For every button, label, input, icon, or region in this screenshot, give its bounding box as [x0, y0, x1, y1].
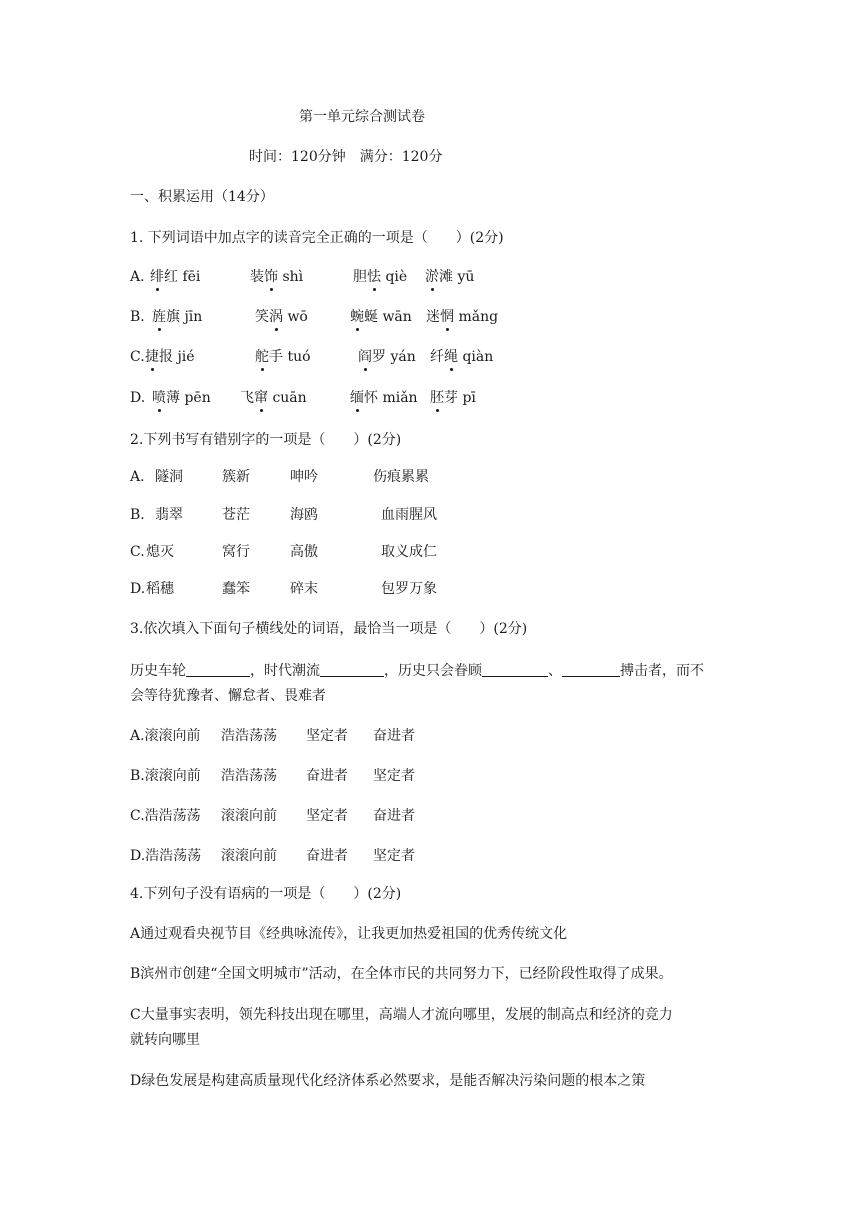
option-word: 坚定者: [306, 728, 348, 744]
option-word: 蠢笨: [222, 581, 250, 597]
word-part: 滩 yū: [439, 269, 475, 285]
option-word: 坚定者: [373, 848, 415, 864]
option-word: D.浩浩荡荡: [130, 848, 202, 864]
question-3-stem: 3.依次填入下面句子横线处的词语，最恰当一项是（ ）(2分): [130, 621, 528, 637]
word-part: 薄 pēn: [166, 390, 211, 406]
option-word: 奋进者: [373, 728, 415, 744]
option-word: [425, 267, 474, 287]
option-word: [240, 388, 307, 408]
option-word: [430, 347, 493, 367]
question-4-option-c: C大量事实表明，领先科技出现在哪里，高端人才流向哪里，发展的制高点和经济的竞力: [130, 1007, 673, 1023]
option-word: C.浩浩荡荡: [130, 808, 201, 824]
emphasized-char: 蜿: [350, 309, 364, 325]
word-part: mǎng: [454, 309, 499, 325]
exam-info: 时间：120分钟 满分：120分: [249, 149, 443, 165]
question-3-sentence-cont: 会等待犹豫者、懈怠者、畏难者: [130, 688, 326, 704]
emphasized-char: 舵: [255, 349, 269, 365]
emphasized-char: 缅: [350, 390, 364, 406]
option-word: 血雨腥风: [381, 507, 437, 523]
option-word: 隧洞: [155, 469, 183, 485]
question-2-stem: 2.下列书写有错别字的一项是（ ）(2分): [130, 432, 402, 448]
option-word: 坚定者: [306, 808, 348, 824]
option-word: 苍茫: [222, 507, 250, 523]
option-label: A.: [130, 269, 145, 285]
emphasized-char: 绳: [444, 349, 458, 365]
option-word: [145, 347, 195, 367]
option-word: 滚滚向前: [221, 808, 277, 824]
option-word: 取义成仁: [381, 544, 437, 560]
option-word: 簇新: [222, 469, 250, 485]
option-word: 熄灭: [146, 544, 174, 560]
option-word: [358, 347, 416, 367]
option-word: 呻吟: [290, 469, 318, 485]
option-word: 稻穗: [146, 581, 174, 597]
emphasized-char: 阎: [358, 349, 372, 365]
word-part: 手 tuó: [269, 349, 311, 365]
sentence-part: 、: [548, 663, 562, 679]
word-part: cuān: [268, 390, 307, 406]
option-word: A.滚滚向前: [130, 728, 201, 744]
option-word: 奋进者: [306, 768, 348, 784]
emphasized-char: 惘: [440, 309, 454, 325]
word-part: 红 fēi: [164, 269, 201, 285]
option-word: [150, 267, 200, 287]
fill-blank[interactable]: [482, 662, 548, 677]
fill-blank[interactable]: [562, 662, 620, 677]
question-3-sentence: [130, 661, 704, 681]
option-word: [255, 347, 311, 367]
option-label: D.: [130, 390, 146, 406]
word-part: shì: [278, 269, 304, 285]
emphasized-char: 窜: [254, 390, 268, 406]
option-word: B.滚滚向前: [130, 768, 201, 784]
emphasized-char: 捷: [145, 349, 159, 365]
emphasized-char: 旌: [152, 309, 166, 325]
option-word: [255, 307, 308, 327]
option-word: [426, 307, 498, 327]
option-word: 包罗万象: [381, 581, 437, 597]
option-label: D.: [130, 581, 146, 597]
question-1-stem: 1. 下列词语中加点字的读音完全正确的一项是（ ）(2分): [130, 230, 504, 246]
option-word: [353, 267, 407, 287]
page-title: 第一单元综合测试卷: [299, 109, 425, 125]
option-label: C.: [130, 349, 145, 365]
word-part: 蜒 wān: [364, 309, 412, 325]
option-word: 海鸥: [290, 507, 318, 523]
emphasized-char: 淤: [425, 269, 439, 285]
sentence-part: ，历史只会眷顾: [384, 663, 482, 679]
option-label: B.: [130, 507, 145, 523]
option-word: 碎末: [290, 581, 318, 597]
option-word: [350, 307, 412, 327]
emphasized-char: 涡: [269, 309, 283, 325]
word-part: 怀 miǎn: [364, 390, 418, 406]
option-word: [430, 388, 476, 408]
option-word: [152, 388, 211, 408]
emphasized-char: 胚: [430, 390, 444, 406]
emphasized-char: 喷: [152, 390, 166, 406]
word-part: qiè: [381, 269, 408, 285]
word-part: 装: [250, 269, 264, 285]
option-word: 高傲: [290, 544, 318, 560]
word-part: 报 jié: [159, 349, 195, 365]
word-part: wō: [283, 309, 308, 325]
option-label: B.: [130, 309, 145, 325]
option-word: 滚滚向前: [221, 848, 277, 864]
emphasized-char: 绯: [150, 269, 164, 285]
option-word: [250, 267, 303, 287]
fill-blank[interactable]: [186, 662, 250, 677]
sentence-part: 搏击者，而不: [620, 663, 704, 679]
option-label: C.: [130, 544, 145, 560]
sentence-part: 历史车轮: [130, 663, 186, 679]
question-4-stem: 4.下列句子没有语病的一项是（ ）(2分): [130, 886, 402, 902]
option-word: 窝行: [222, 544, 250, 560]
word-part: 旗 jīn: [166, 309, 203, 325]
word-part: 纤: [430, 349, 444, 365]
option-word: 翡翠: [155, 507, 183, 523]
option-word: [350, 388, 418, 408]
option-word: 坚定者: [373, 768, 415, 784]
question-4-option-a: A通过观看央视节目《经典咏流传》，让我更加热爱祖国的优秀传统文化: [130, 926, 568, 942]
word-part: 笑: [255, 309, 269, 325]
option-word: 浩浩荡荡: [221, 768, 277, 784]
word-part: 迷: [426, 309, 440, 325]
option-word: 奋进者: [373, 808, 415, 824]
option-label: A.: [130, 469, 145, 485]
emphasized-char: 饰: [264, 269, 278, 285]
word-part: 飞: [240, 390, 254, 406]
word-part: 罗 yán: [372, 349, 416, 365]
word-part: qiàn: [458, 349, 494, 365]
section-heading: 一、积累运用（14分）: [130, 189, 274, 205]
question-4-option-c-cont: 就转向哪里: [130, 1032, 200, 1048]
option-word: 伤痕累累: [373, 469, 429, 485]
emphasized-char: 怯: [367, 269, 381, 285]
question-4-option-b: B滨州市创建“全国文明城市”活动，在全体市民的共同努力下，已经阶段性取得了成果。: [130, 966, 673, 982]
word-part: 胆: [353, 269, 367, 285]
option-word: 奋进者: [306, 848, 348, 864]
option-word: 浩浩荡荡: [221, 728, 277, 744]
question-4-option-d: D绿色发展是构建高质量现代化经济体系必然要求，是能否解决污染问题的根本之策: [130, 1073, 646, 1089]
option-word: [152, 307, 202, 327]
fill-blank[interactable]: [320, 662, 384, 677]
word-part: 芽 pī: [444, 390, 476, 406]
sentence-part: ，时代潮流: [250, 663, 320, 679]
